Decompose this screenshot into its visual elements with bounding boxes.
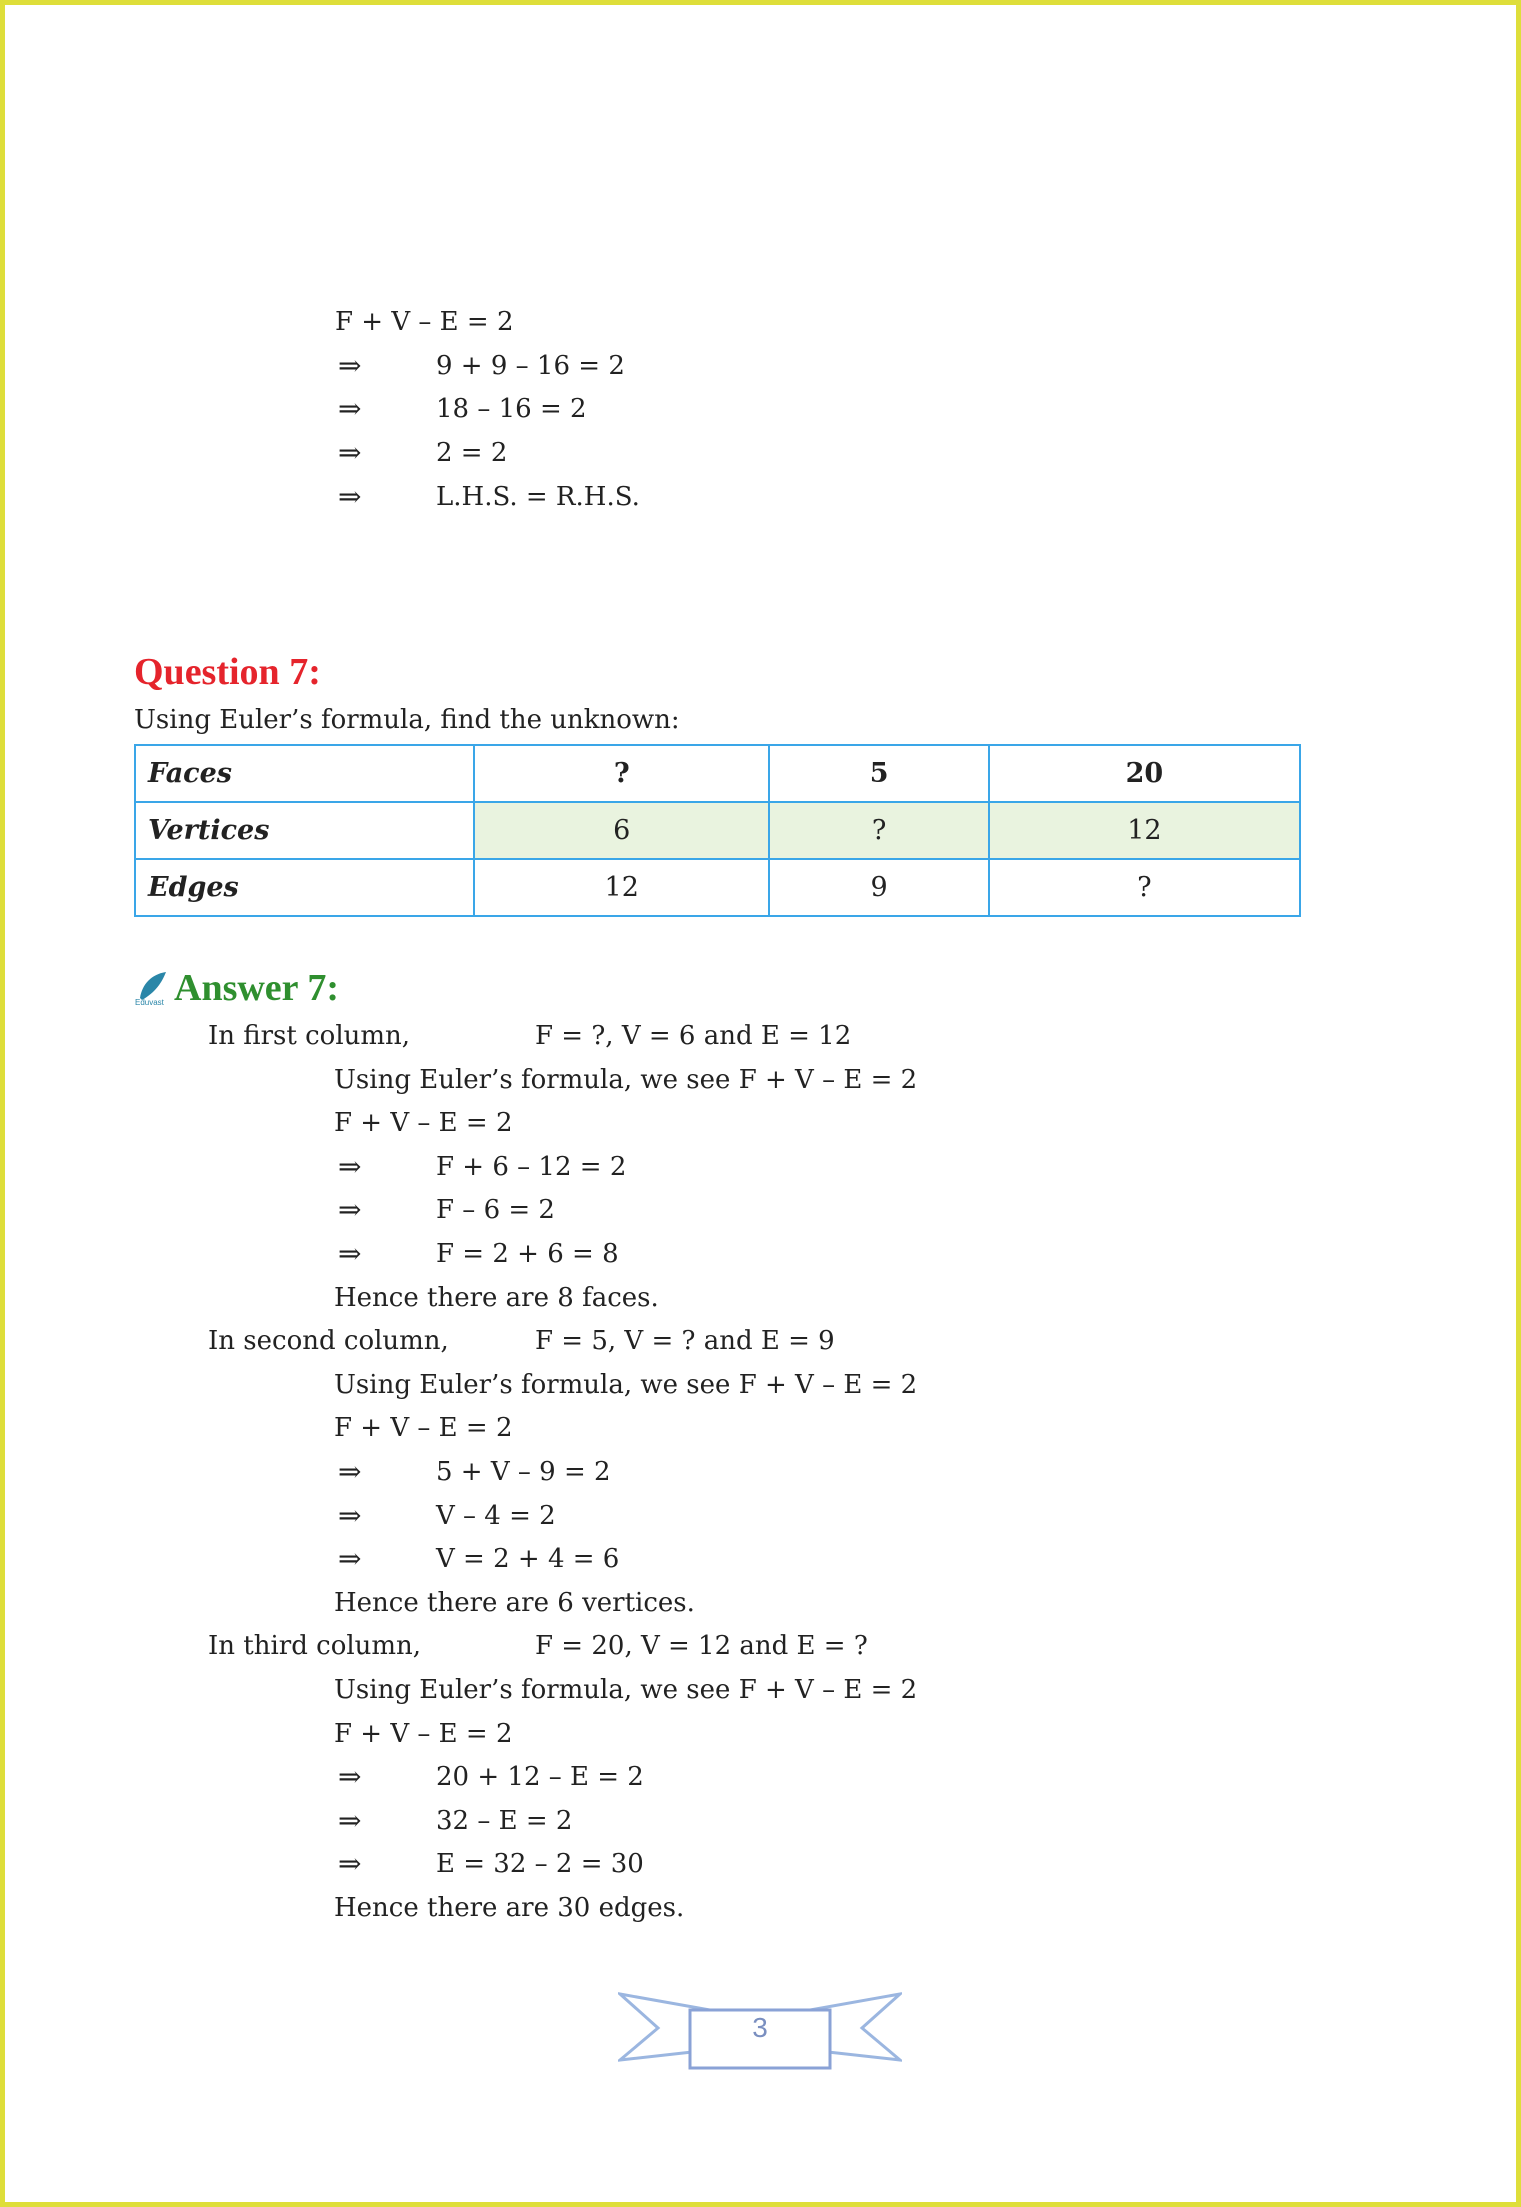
implies-arrow: ⇒ [338,1237,362,1270]
solution-line: Using Euler’s formula, we see F + V – E = 2 [334,1064,918,1095]
given-values: F = 5, V = ? and E = 9 [535,1326,835,1357]
column-heading: In third column, [208,1631,422,1662]
table-row-faces [135,745,1300,802]
row-label: Vertices [135,802,474,859]
equation-line: 20 + 12 – E = 2 [436,1762,644,1793]
euler-table [134,744,1301,917]
equation-line: V = 2 + 4 = 6 [436,1544,620,1575]
equation-line: V – 4 = 2 [436,1500,556,1531]
equation-line: F – 6 = 2 [436,1195,555,1226]
table-cell: ? [769,802,988,859]
svg-text:Eduvast: Eduvast [135,998,164,1006]
implies-arrow: ⇒ [338,479,362,513]
implies-arrow: ⇒ [338,436,362,470]
equation-line: L.H.S. = R.H.S. [436,481,640,512]
implies-arrow: ⇒ [338,1803,362,1837]
solution-line: F + V – E = 2 [334,1718,513,1749]
given-values: F = 20, V = 12 and E = ? [535,1631,868,1662]
solution-line: F + V – E = 2 [334,1108,513,1139]
solution-line: F + V – E = 2 [334,1413,513,1444]
implies-arrow: ⇒ [338,1542,362,1576]
table-cell: 20 [989,745,1300,802]
equation-line: F = 2 + 6 = 8 [436,1239,619,1269]
implies-arrow: ⇒ [338,1498,362,1532]
column-heading: In first column, [208,1021,411,1051]
implies-arrow: ⇒ [338,1193,362,1227]
table-row-edges [135,859,1300,916]
equation-line: 5 + V – 9 = 2 [436,1457,611,1487]
implies-arrow: ⇒ [338,1455,362,1488]
equation-line: F + V – E = 2 [335,307,514,337]
answer-title: Answer 7: [174,967,340,1009]
solution-line: Hence there are 6 vertices. [334,1587,695,1618]
question-prompt: Using Euler’s formula, find the unknown: [134,705,680,735]
row-label: Edges [135,859,474,916]
table-cell: 12 [474,859,769,916]
solution-line: Hence there are 8 faces. [334,1282,659,1313]
page-number: 3 [752,2012,768,2043]
row-label: Faces [135,745,474,802]
implies-arrow: ⇒ [338,1149,362,1183]
question-title: Question 7: [134,651,321,693]
table-cell: 6 [474,802,769,859]
equation-line: 18 – 16 = 2 [436,394,587,425]
answer-quill-icon [134,970,168,1006]
table-cell: 5 [769,745,988,802]
table-row-vertices [135,802,1300,859]
table-cell: 9 [769,859,988,916]
implies-arrow: ⇒ [338,348,362,382]
equation-line: F + 6 – 12 = 2 [436,1151,627,1182]
table-cell: ? [474,745,769,802]
equation-line: E = 32 – 2 = 30 [436,1849,644,1880]
equation-line: 32 – E = 2 [436,1805,573,1836]
implies-arrow: ⇒ [338,1760,362,1794]
solution-line: Using Euler’s formula, we see F + V – E = 2 [334,1369,918,1400]
solution-line: Hence there are 30 edges. [334,1893,685,1923]
table-cell: ? [989,859,1300,916]
equation-line: 2 = 2 [436,438,508,469]
given-values: F = ?, V = 6 and E = 12 [535,1021,852,1051]
implies-arrow: ⇒ [338,392,362,426]
implies-arrow: ⇒ [338,1847,362,1881]
equation-line: 9 + 9 – 16 = 2 [436,350,625,381]
table-cell: 12 [989,802,1300,859]
solution-line: Using Euler’s formula, we see F + V – E = 2 [334,1675,918,1705]
column-heading: In second column, [208,1326,449,1357]
